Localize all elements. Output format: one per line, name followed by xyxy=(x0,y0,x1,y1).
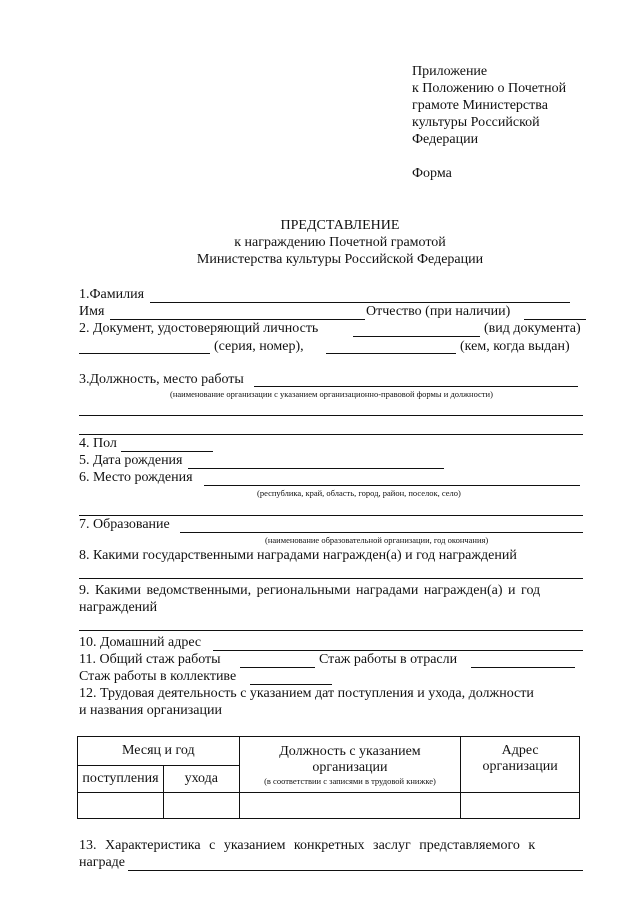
appendix-line-5: Федерации xyxy=(412,132,479,147)
birth-place-field[interactable] xyxy=(204,485,580,486)
position-field[interactable] xyxy=(254,386,578,387)
state-awards-label: 8. Какими государственными наградами награжден(а) и год награждений xyxy=(79,548,517,563)
sex-field[interactable] xyxy=(121,451,213,452)
position-label: 3.Должность, место работы xyxy=(79,372,244,387)
dept-awards-label-1: 9. Какими ведомственными, региональными наградами награжден(а) и год xyxy=(79,583,541,598)
issued-field[interactable] xyxy=(326,353,456,354)
patronymic-label: Отчество (при наличии) xyxy=(366,304,511,319)
position-header-note: (в соответствии с записями в трудовой книжке) xyxy=(264,776,436,786)
education-label: 7. Образование xyxy=(79,517,170,532)
name-label: Имя xyxy=(79,304,105,319)
appendix-line-4: культуры Российской xyxy=(412,115,540,130)
birth-date-field[interactable] xyxy=(188,468,444,469)
address-header-line-2: организации xyxy=(482,759,558,774)
address-header-line-1: Адрес xyxy=(501,743,539,758)
issued-label: (кем, когда выдан) xyxy=(460,339,570,354)
birth-place-hint: (республика, край, область, город, район, поселок, село) xyxy=(257,488,461,498)
birth-place-field-2[interactable] xyxy=(79,515,583,516)
doc-type-label: (вид документа) xyxy=(484,321,581,336)
appendix-line-2: к Положению о Почетной xyxy=(412,81,567,96)
surname-field[interactable] xyxy=(150,302,570,303)
leave-header: ухода xyxy=(163,766,239,793)
document-title: ПРЕДСТАВЛЕНИЕ xyxy=(280,218,400,233)
team-exp-field[interactable] xyxy=(250,684,332,685)
series-label: (серия, номер), xyxy=(214,339,304,354)
position-header-line-1: Должность с указанием xyxy=(279,744,421,759)
entry-header: поступления xyxy=(78,766,164,793)
address-field[interactable] xyxy=(213,650,583,651)
table-row xyxy=(78,793,580,819)
entry-cell[interactable] xyxy=(78,793,164,819)
patronymic-field[interactable] xyxy=(524,319,586,320)
dept-awards-label-2: награждений xyxy=(79,600,158,615)
document-subtitle-2: Министерства культуры Российской Федерации xyxy=(196,252,484,267)
characteristic-field[interactable] xyxy=(128,870,583,871)
address-label: 10. Домашний адрес xyxy=(79,635,202,650)
total-exp-field[interactable] xyxy=(240,667,315,668)
position-header xyxy=(239,737,461,793)
education-field[interactable] xyxy=(180,532,583,533)
labor-label-2: и названия организации xyxy=(79,703,222,718)
document-subtitle-1: к награждению Почетной грамотой xyxy=(234,235,446,250)
birth-date-label: 5. Дата рождения xyxy=(79,453,183,468)
surname-label: 1.Фамилия xyxy=(79,287,145,302)
industry-exp-label: Стаж работы в отрасли xyxy=(319,652,458,667)
birth-place-label: 6. Место рождения xyxy=(79,470,193,485)
document-label: 2. Документ, удостоверяющий личность xyxy=(79,321,319,336)
state-awards-field[interactable] xyxy=(79,578,583,579)
month-year-header: Месяц и год xyxy=(78,737,240,766)
name-field[interactable] xyxy=(110,319,365,320)
position-field-3[interactable] xyxy=(79,434,583,435)
position-header-line-2: организации xyxy=(312,760,388,775)
education-hint: (наименование образовательной организации, год окончания) xyxy=(265,535,489,545)
series-field[interactable] xyxy=(79,353,210,354)
leave-cell[interactable] xyxy=(163,793,239,819)
dept-awards-field[interactable] xyxy=(79,630,583,631)
doc-type-field[interactable] xyxy=(353,336,480,337)
total-exp-label: 11. Общий стаж работы xyxy=(79,652,221,667)
position-field-2[interactable] xyxy=(79,415,583,416)
labor-table xyxy=(77,736,580,819)
characteristic-label-1: 13. Характеристика с указанием конкретных заслуг представляемого к xyxy=(79,838,536,853)
sex-label: 4. Пол xyxy=(79,436,117,451)
position-hint: (наименование организации с указанием организационно-правовой формы и должности) xyxy=(170,389,493,399)
appendix-line-1: Приложение xyxy=(412,64,488,79)
address-header xyxy=(461,737,580,793)
appendix-line-3: грамоте Министерства xyxy=(412,98,548,113)
team-exp-label: Стаж работы в коллективе xyxy=(79,669,237,684)
position-cell[interactable] xyxy=(239,793,461,819)
form-label: Форма xyxy=(412,166,452,181)
address-cell[interactable] xyxy=(461,793,580,819)
industry-exp-field[interactable] xyxy=(471,667,575,668)
characteristic-label-2: награде xyxy=(79,855,125,870)
labor-label-1: 12. Трудовая деятельность с указанием дат поступления и ухода, должности xyxy=(79,686,534,701)
